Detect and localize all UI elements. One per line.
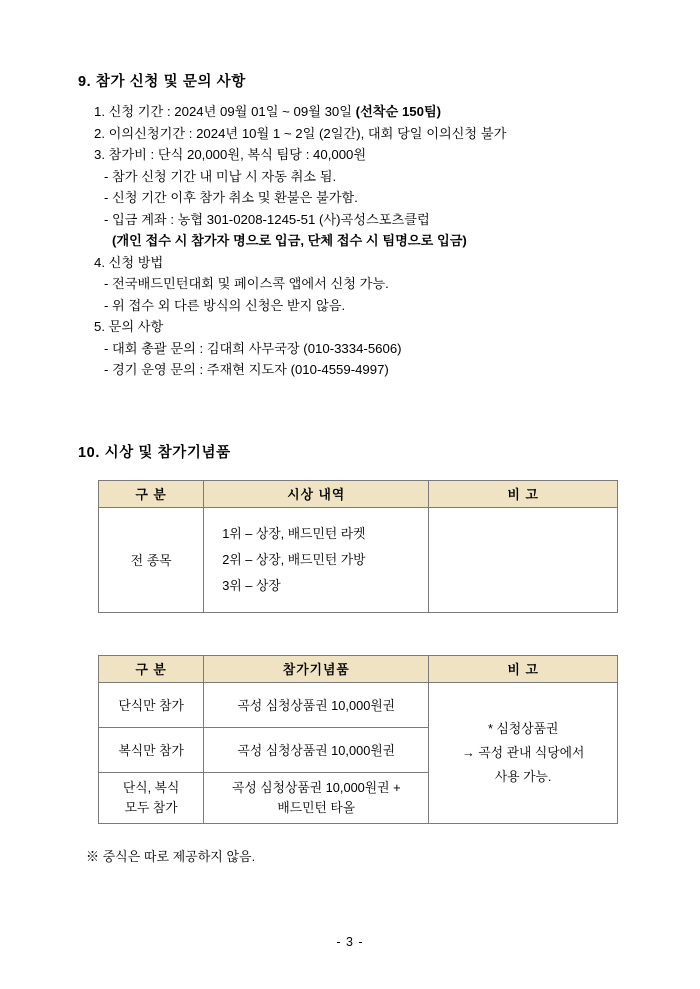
awards-header-details: 시상 내역 — [204, 480, 429, 507]
award-line: 3위 – 상장 — [222, 577, 281, 593]
souvenir-header-division: 구 분 — [99, 655, 204, 682]
footnote: ※ 중식은 따로 제공하지 않음. — [86, 848, 256, 864]
souvenir-table-wrapper — [78, 655, 638, 824]
list-item: 5. 문의 사항 — [94, 319, 164, 334]
awards-table — [98, 480, 618, 613]
list-item: - 대회 총괄 문의 : 김대희 사무국장 (010-3334-5606) — [104, 340, 402, 356]
awards-header-note: 비 고 — [429, 480, 618, 507]
awards-table-body — [99, 507, 618, 612]
souvenir-cell-division — [99, 772, 204, 823]
award-line: 2위 – 상장, 배드민턴 가방 — [222, 551, 366, 567]
souvenir-cell-item — [204, 772, 429, 823]
souvenir-cell-item: 곡성 심청상품권 10,000원권 — [204, 727, 429, 772]
souvenir-table-head — [99, 655, 618, 682]
awards-table-wrapper — [78, 480, 638, 613]
note-line: → 곡성 관내 식당에서 — [461, 744, 585, 760]
list-item-text: 1. 신청 기간 : 2024년 09월 01일 ~ 09월 30일 — [94, 104, 356, 119]
souvenir-cell-item: 곡성 심청상품권 10,000원권 — [204, 682, 429, 727]
list-item: - 신청 기간 이후 참가 취소 및 환불은 불가함. — [104, 190, 358, 205]
list-item: (개인 접수 시 참가자 명으로 입금, 단체 접수 시 팀명으로 입금) — [112, 233, 467, 248]
page-number: - 3 - — [336, 935, 364, 949]
section-10-heading: 10. 시상 및 참가기념품 — [78, 444, 231, 461]
souvenir-cell-division: 단식만 참가 — [99, 682, 204, 727]
souvenir-header-item: 참가기념품 — [204, 655, 429, 682]
souvenir-cell-division: 복식만 참가 — [99, 727, 204, 772]
division-line: 모두 참가 — [124, 799, 178, 815]
list-item-emphasis: (선착순 150팀) — [355, 104, 442, 119]
item-line: 곡성 심청상품권 10,000원권 + — [232, 779, 401, 795]
awards-cell-details — [204, 507, 429, 612]
awards-cell-division: 전 종목 — [99, 507, 204, 612]
section-9-heading: 9. 참가 신청 및 문의 사항 — [78, 74, 246, 90]
list-item: 3. 참가비 : 단식 20,000원, 복식 팀당 : 40,000원 — [94, 147, 367, 162]
table-row — [99, 682, 618, 727]
souvenir-table-body — [99, 682, 618, 823]
list-item: - 위 접수 외 다른 방식의 신청은 받지 않음. — [104, 297, 346, 313]
list-item: - 전국배드민턴대회 및 페이스콕 앱에서 신청 가능. — [104, 276, 389, 291]
table-header-row — [99, 480, 618, 507]
souvenir-cell-note — [429, 682, 618, 823]
section-9-list — [78, 101, 638, 381]
awards-cell-note — [429, 507, 618, 612]
list-item — [78, 101, 638, 123]
table-row — [99, 507, 618, 612]
item-line: 배드민턴 타올 — [277, 799, 356, 815]
list-item: - 경기 운영 문의 : 주재현 지도자 (010-4559-4997) — [104, 362, 389, 377]
souvenir-table — [98, 655, 618, 824]
list-item: 2. 이의신청기간 : 2024년 10월 1 ~ 2일 (2일간), 대회 당일 이의신청 불가 — [94, 125, 507, 141]
note-line: 사용 가능. — [494, 768, 552, 784]
awards-header-division: 구 분 — [99, 480, 204, 507]
list-item: 4. 신청 방법 — [94, 254, 164, 270]
award-line: 1위 – 상장, 배드민턴 라켓 — [222, 525, 366, 541]
table-header-row — [99, 655, 618, 682]
awards-table-head — [99, 480, 618, 507]
division-line: 단식, 복식 — [122, 779, 180, 795]
list-item: - 참가 신청 기간 내 미납 시 자동 취소 됨. — [104, 168, 337, 184]
note-line: * 심청상품권 — [487, 720, 559, 736]
souvenir-header-note: 비 고 — [429, 655, 618, 682]
list-item: - 입금 계좌 : 농협 301-0208-1245-51 (사)곡성스포츠클럽 — [104, 211, 430, 227]
